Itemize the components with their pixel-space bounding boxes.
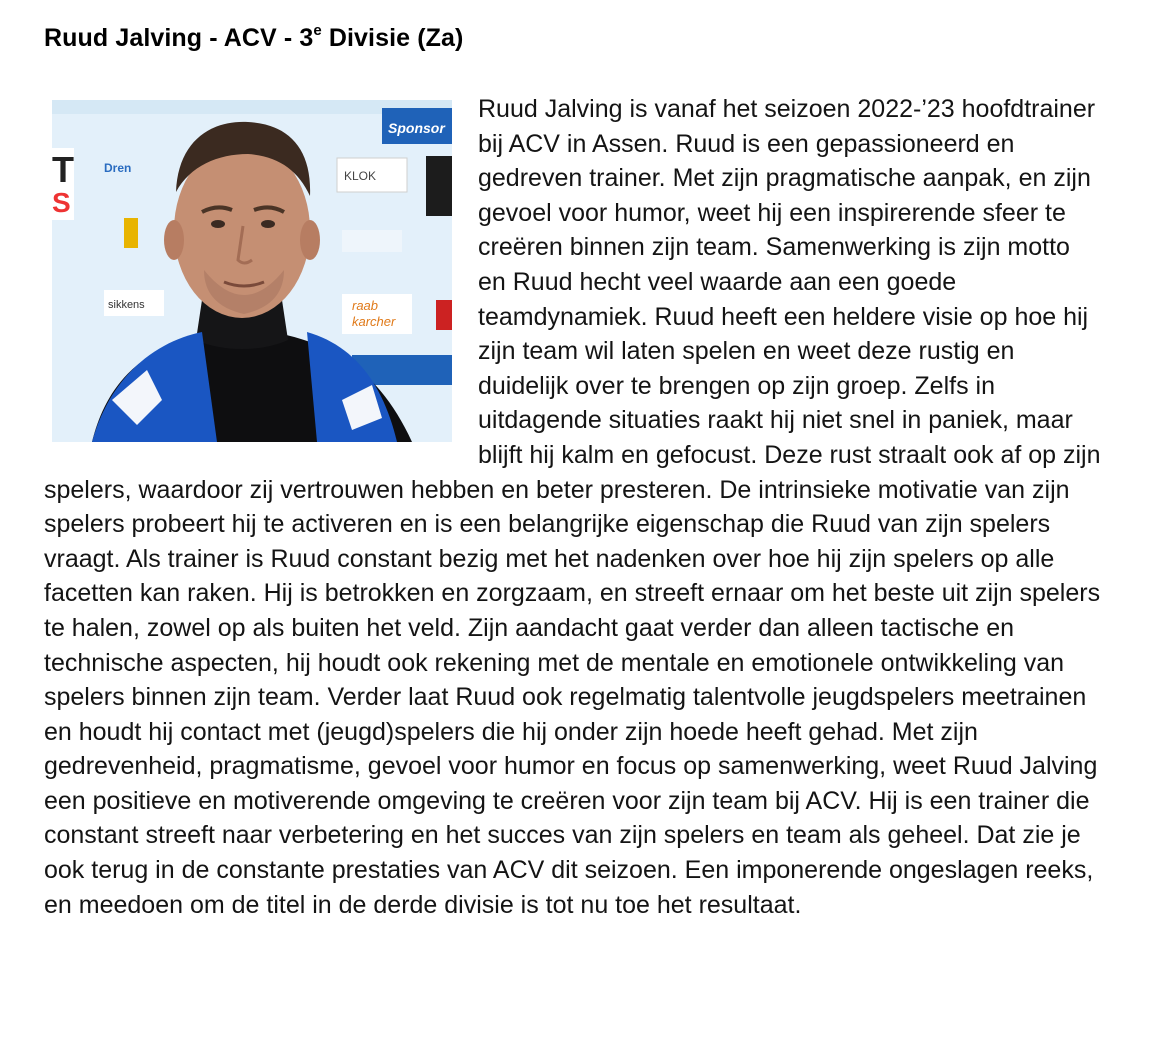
article-paragraph: Ruud Jalving is vanaf het seizoen 2022-’23 hoofdtrainer bij ACV in Assen. Ruud is een gepassioneerd en gedreven trainer. Met zijn pragmatische aanpak, en zijn gevoel voor humor, weet hij een inspirerende sfeer te creëren binnen zijn team. Samenwerking is zijn motto en Ruud hecht veel waarde aan een goede teamdynamiek. Ruud heeft een heldere visie op hoe hij zijn team wil laten spelen en weet deze rustig en duidelijk over te brengen op zijn groep. Zelfs in uitdagende situaties raakt hij niet snel in paniek, maar blijft hij kalm en gefocust. Deze rust straalt ook af op zijn spelers, waardoor zij vertrouwen hebben en beter presteren. De intrinsieke motivatie van zijn spelers probeert hij te activeren en is een belangrijke eigenschap die Ruud van zijn spelers vraagt. Als trainer is Ruud constant bezig met het nadenken over hoe hij zijn spelers op alle facetten kan raken. Hij is betrokken en zorgzaam, en streeft ernaar om het beste uit zijn spelers te halen, zowel op als buiten het veld. Zijn aandacht gaat verder dan alleen tactische en technische aspecten, hij houdt ook rekening met de mentale en emotionele ontwikkeling van spelers binnen zijn team. Verder laat Ruud ook regelmatig talentvolle jeugdspelers meetrainen en houdt hij contact met (jeugd)spelers die hij onder zijn hoede heeft gehad. Met zijn gedrevenheid, pragmatisme, gevoel voor humor en focus op samenwerking, weet Ruud Jalving een positieve en motiverende omgeving te creëren voor zijn team bij ACV. Hij is een trainer die constant streeft naar verbetering en het succes van zijn spelers en team als geheel. Dat zie je ook terug in de constante prestaties van ACV dit seizoen. Een imponerende ongeslagen reeks, en meedoen om de titel in de derde divisie is tot nu toe het resultaat. — [44, 95, 1101, 919]
sponsor-text-2: raab — [352, 298, 379, 313]
sponsor-text-4: KLOK — [344, 169, 377, 183]
coach-photo-illustration — [52, 100, 452, 442]
svg-text:S: S — [52, 187, 71, 218]
sponsor-text-1: Sponsor — [388, 120, 445, 136]
title-suffix: Divisie (Za) — [321, 24, 464, 52]
sponsor-text-5: sikkens — [108, 299, 145, 311]
sponsor-text-3: karcher — [352, 314, 396, 329]
document-page — [44, 18, 1104, 922]
svg-text:T: T — [52, 149, 74, 190]
title-main: Ruud Jalving - ACV - 3 — [44, 24, 314, 52]
article-body — [44, 92, 1104, 922]
sponsor-text-6: Dren — [104, 161, 132, 175]
coach-photo — [52, 100, 452, 442]
page-title — [44, 18, 1104, 58]
title-superscript: e — [313, 21, 322, 39]
